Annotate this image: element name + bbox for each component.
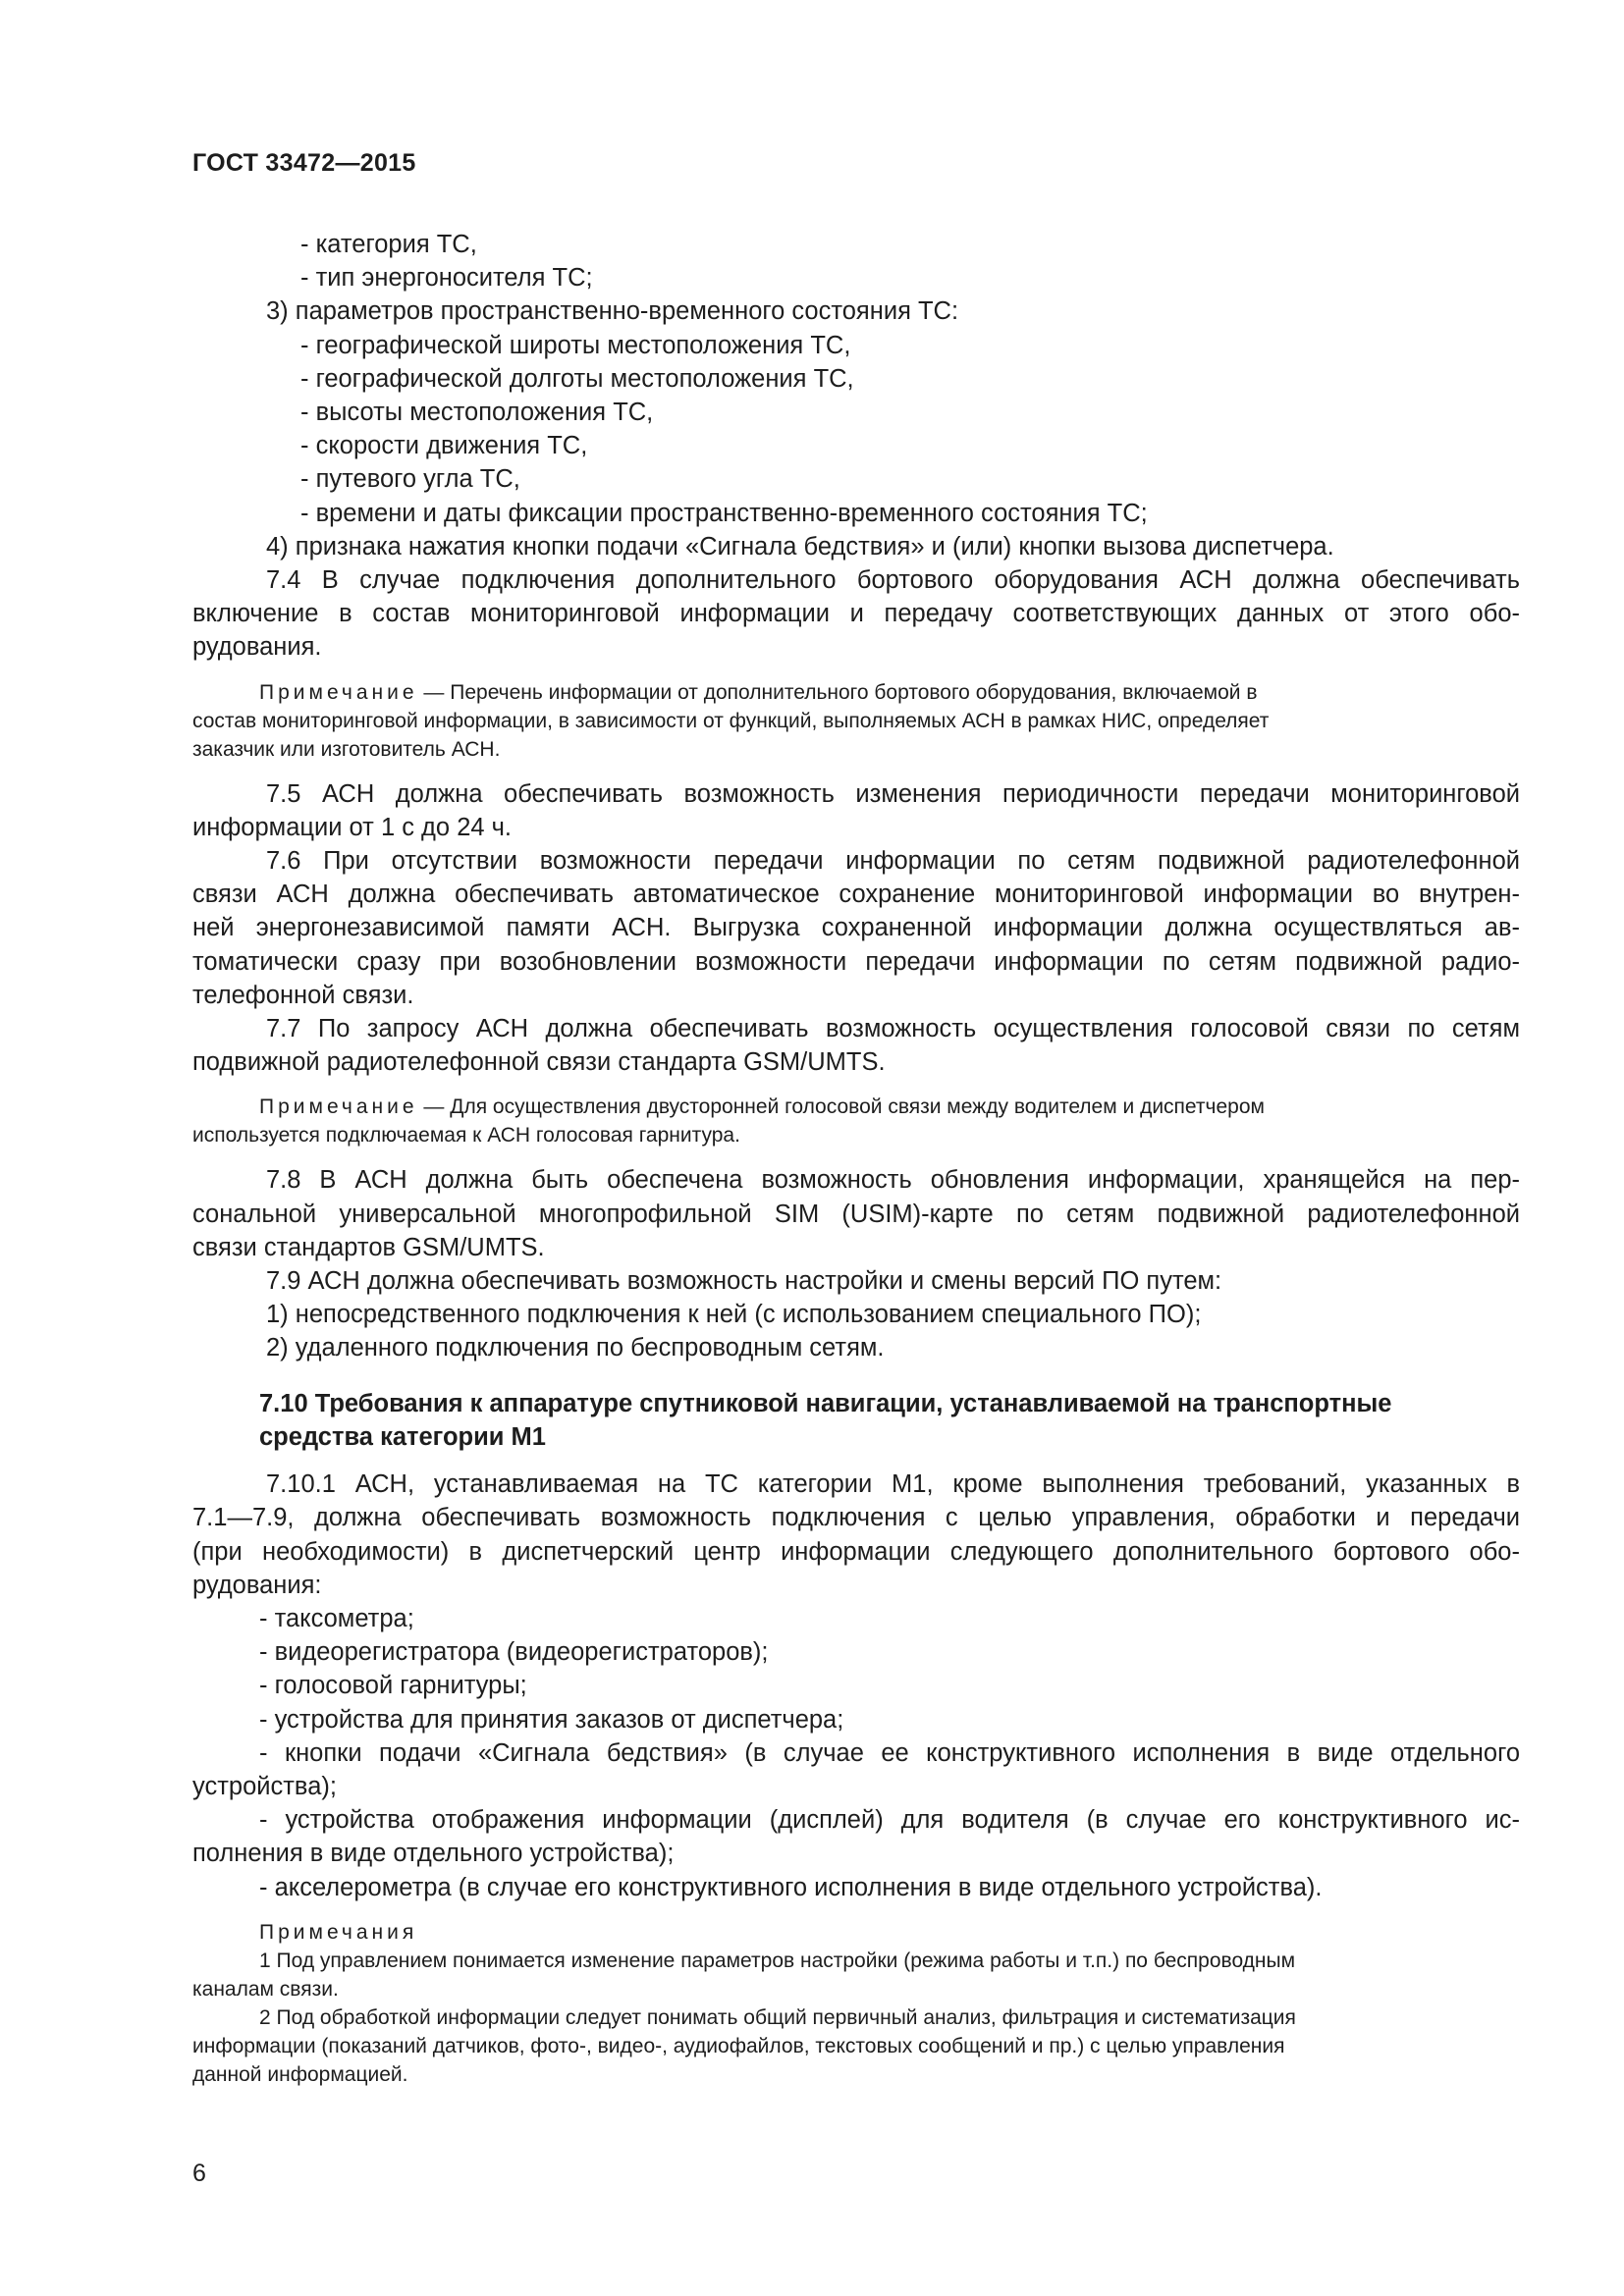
list-item: 2) удаленного подключения по беспроводным сетям. [266, 1334, 885, 1362]
paragraph-7-6: 7.6 При отсутствии возможности передачи информации по сетям подвижной радиотелефонной [266, 847, 1520, 876]
list-item: 1) непосредственного подключения к ней (с использованием специального ПО); [266, 1301, 1202, 1329]
list-item: - акселерометра (в случае его конструктивного исполнения в виде отдельного устройства). [259, 1873, 1323, 1901]
paragraph-7-7: 7.7 По запросу АСН должна обеспечивать возможность осуществления голосовой связи по сетям [266, 1015, 1520, 1043]
paragraph-7-5: 7.5 АСН должна обеспечивать возможность изменения периодичности передачи мониторинговой [266, 779, 1520, 808]
document-header: ГОСТ 33472—2015 [192, 149, 416, 177]
list-item: - высоты местоположения ТС, [300, 399, 654, 427]
document-page [192, 137, 1520, 2238]
note-1: заказчик или изготовитель АСН. [192, 737, 501, 761]
list-item: - скорости движения ТС, [300, 432, 588, 460]
list-item: - голосовой гарнитуры; [259, 1672, 527, 1700]
page-number: 6 [192, 2160, 206, 2187]
list-item: - географической широты местоположения ТС, [300, 331, 851, 359]
paragraph-7-6: связи АСН должна обеспечивать автоматическое сохранение мониторинговой информации во внутрен- [192, 881, 1520, 909]
paragraph-7-10-1: (при необходимости) в диспетчерский центр информации следующего дополнительного бортового обо- [192, 1537, 1520, 1566]
note-1: состав мониторинговой информации, в зависимости от функций, выполняемых АСН в рамках НИС, определяет [192, 709, 1270, 732]
list-item: - кнопки подачи «Сигнала бедствия» (в случае ее конструктивного исполнения в виде отдельного [259, 1738, 1520, 1767]
paragraph-7-5: информации от 1 с до 24 ч. [192, 813, 513, 841]
note-item: 1 Под управлением понимается изменение параметров настройки (режима работы и т.п.) по беспроводным [259, 1949, 1296, 1972]
list-item: - видеорегистратора (видеорегистраторов); [259, 1638, 769, 1667]
list-item: - устройства отображения информации (дисплей) для водителя (в случае его конструктивного ис- [259, 1806, 1520, 1835]
note-label: Примечание [259, 1095, 418, 1119]
paragraph-7-6: телефонной связи. [192, 981, 414, 1009]
paragraph-7-4: рудования. [192, 633, 322, 662]
list-item: - времени и даты фиксации пространственно-временного состояния ТС; [300, 499, 1148, 527]
list-item: - устройства для принятия заказов от диспетчера; [259, 1705, 844, 1734]
paragraph-7-8: сональной универсальной многопрофильной SIM (USIM)-карте по сетям подвижной радиотелефонной [192, 1200, 1520, 1228]
list-item: устройства); [192, 1772, 337, 1800]
note-1: Примечание — Перечень информации от дополнительного бортового оборудования, включаемой в [259, 680, 1258, 704]
list-item: - путевого угла ТС, [300, 465, 520, 494]
paragraph-7-10-1: рудования: [192, 1571, 322, 1599]
paragraph-7-6: томатически сразу при возобновлении возможности передачи информации по сетям подвижной радио- [192, 947, 1520, 976]
list-item: - категория ТС, [300, 231, 477, 258]
note-2: используется подключаемая к АСН голосовая гарнитура. [192, 1124, 740, 1148]
note-2: Примечание — Для осуществления двусторонней голосовой связи между водителем и диспетчером [259, 1095, 1265, 1119]
list-item: полнения в виде отдельного устройства); [192, 1840, 675, 1868]
paragraph-7-8: связи стандартов GSM/UMTS. [192, 1233, 545, 1261]
list-item: - тип энергоносителя ТС; [300, 264, 593, 293]
section-heading-7-10: 7.10 Требования к аппаратуре спутниковой навигации, устанавливаемой на транспортные средства категории М1 [259, 1389, 1392, 1451]
list-item: - географической долготы местоположения ТС, [300, 364, 854, 393]
note-item: каналам связи. [192, 1977, 339, 2001]
paragraph-7-10-1: 7.10.1 АСН, устанавливаемая на ТС категории М1, кроме выполнения требований, указанных в [266, 1470, 1520, 1499]
document-body [192, 228, 1520, 2089]
note-item: информации (показаний датчиков, фото-, видео-, аудиофайлов, текстовых сообщений и пр.) с целью управления [192, 2034, 1285, 2057]
list-item: 3) параметров пространственно-временного состояния ТС: [266, 297, 959, 326]
paragraph-7-6: ней энергонезависимой памяти АСН. Выгрузка сохраненной информации должна осуществляться ав- [192, 914, 1520, 942]
list-item: - таксометра; [259, 1604, 414, 1632]
paragraph-7-9: 7.9 АСН должна обеспечивать возможность настройки и смены версий ПО путем: [266, 1267, 1222, 1296]
note-label: Примечание [259, 680, 418, 704]
paragraph-7-8: 7.8 В АСН должна быть обеспечена возможность обновления информации, хранящейся на пер- [266, 1166, 1520, 1195]
paragraph-7-4: 7.4 В случае подключения дополнительного бортового оборудования АСН должна обеспечивать [266, 566, 1520, 595]
paragraph-7-4: включение в состав мониторинговой информации и передачу соответствующих данных от этого обо- [192, 600, 1520, 628]
note-item: 2 Под обработкой информации следует понимать общий первичный анализ, фильтрация и систематизация [259, 2005, 1296, 2029]
list-item: 4) признака нажатия кнопки подачи «Сигнала бедствия» и (или) кнопки вызова диспетчера. [266, 532, 1334, 561]
note-item: данной информацией. [192, 2062, 408, 2086]
notes-label: Примечания [259, 1920, 418, 1944]
paragraph-7-7: подвижной радиотелефонной связи стандарта GSM/UMTS. [192, 1048, 886, 1077]
paragraph-7-10-1: 7.1—7.9, должна обеспечивать возможность подключения с целью управления, обработки и передачи [192, 1504, 1520, 1532]
